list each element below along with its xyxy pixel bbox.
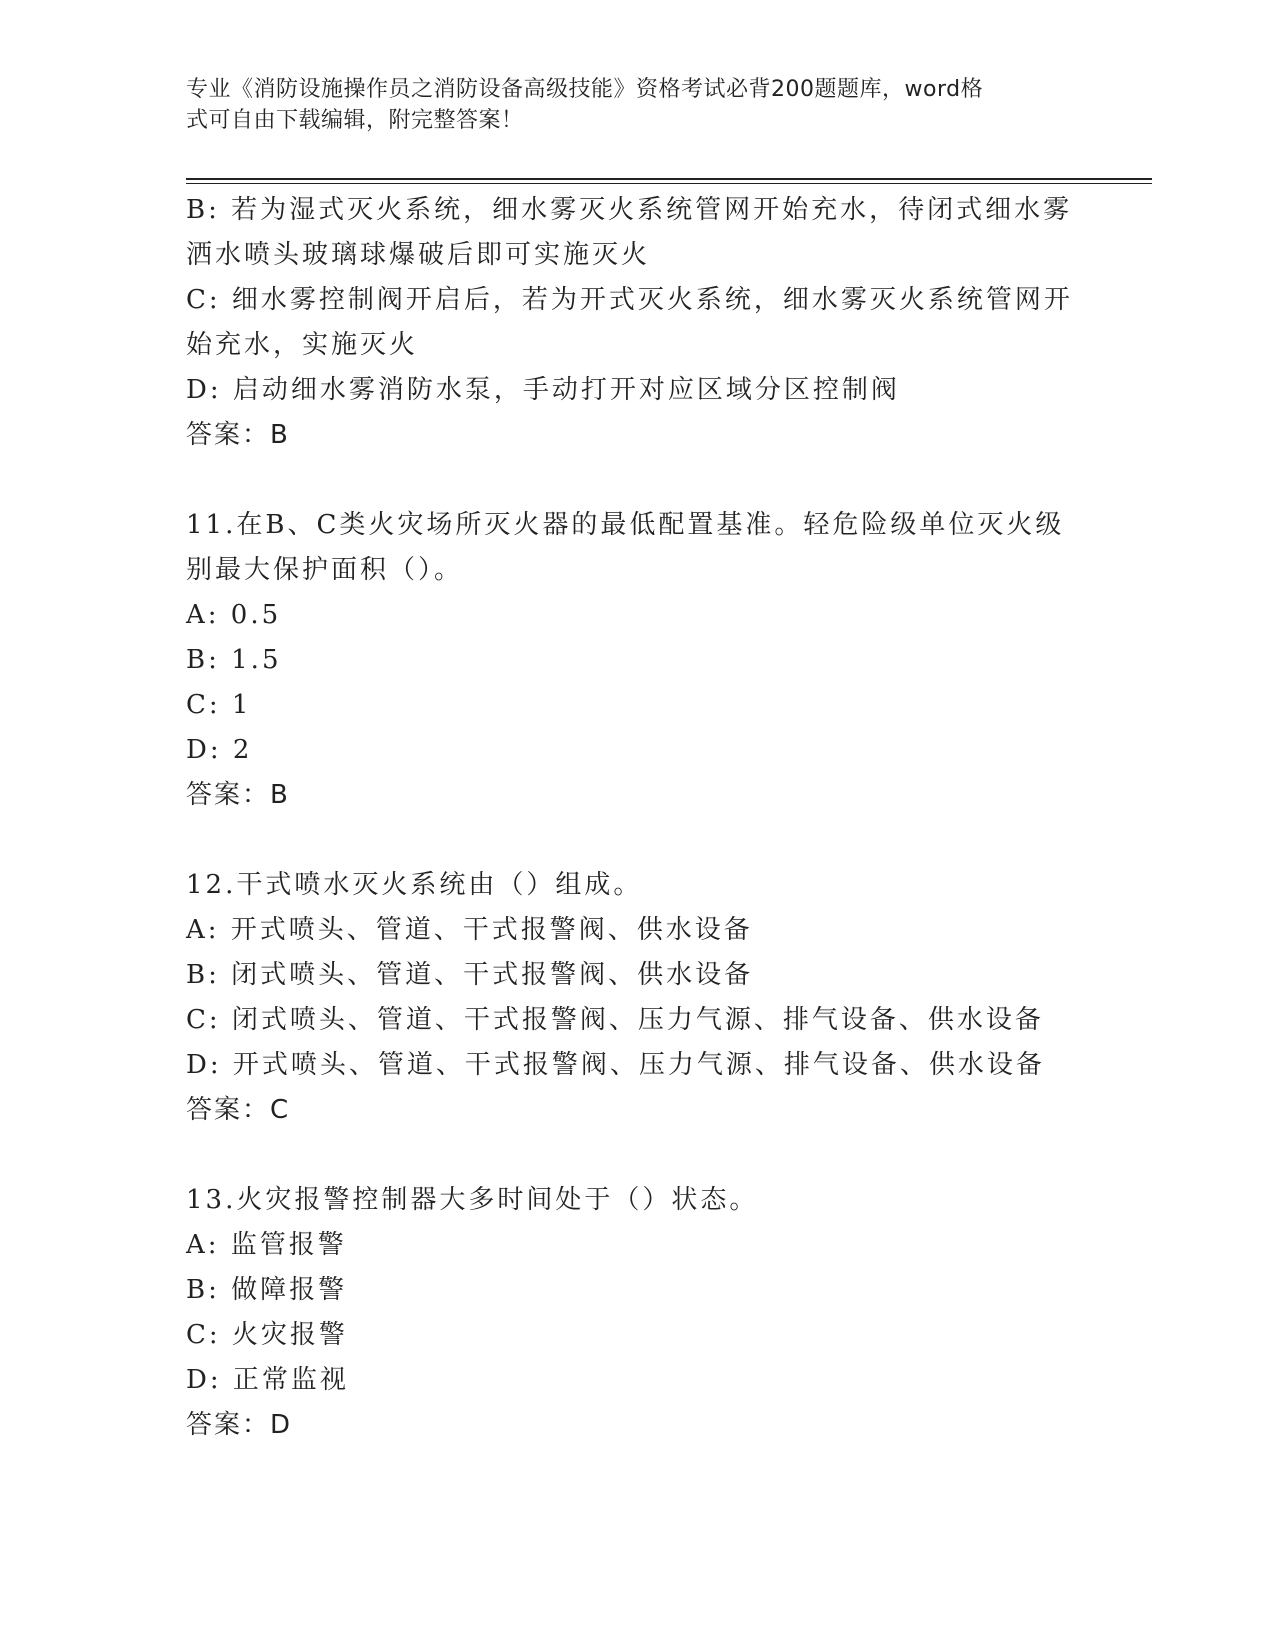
option-b: B: 闭式喷头、管道、干式报警阀、供水设备 — [186, 960, 754, 990]
option-d: D: 2 — [186, 735, 253, 765]
question-stem: 13.火灾报警控制器大多时间处于（）状态。 — [186, 1185, 759, 1215]
answer: 答案：B — [186, 780, 290, 810]
option-d: D: 启动细水雾消防水泵，手动打开对应区域分区控制阀 — [186, 375, 900, 405]
header-divider-thin — [186, 183, 1152, 184]
option-d: D: 正常监视 — [186, 1365, 349, 1395]
option-d: D: 开式喷头、管道、干式报警阀、压力气源、排气设备、供水设备 — [186, 1050, 1045, 1080]
question-content — [186, 188, 1086, 1448]
option-b: B: 1.5 — [186, 645, 282, 675]
option-b-line-1: B: 若为湿式灭火系统，细水雾灭火系统管网开始充水，待闭式细水雾 — [186, 195, 1073, 225]
question-stem-line-2: 别最大保护面积（）。 — [186, 555, 464, 585]
question-12 — [186, 863, 1086, 1133]
option-c: C: 闭式喷头、管道、干式报警阀、压力气源、排气设备、供水设备 — [186, 1005, 1044, 1035]
question-10-continued — [186, 188, 1086, 458]
question-stem: 12.干式喷水灭火系统由（）组成。 — [186, 870, 643, 900]
spacer — [186, 458, 1086, 503]
option-b: B: 做障报警 — [186, 1275, 348, 1305]
option-c-line-2: 始充水，实施灭火 — [186, 330, 419, 360]
header-line-1: 专业《消防设施操作员之消防设备高级技能》资格考试必背200题题库，word格 — [186, 77, 984, 102]
question-13 — [186, 1178, 1086, 1448]
question-stem-line-1: 11.在B、C类火灾场所灭火器的最低配置基准。轻危险级单位灭火级 — [186, 510, 1065, 540]
option-c: C: 1 — [186, 690, 252, 720]
answer: 答案：B — [186, 420, 290, 450]
answer: 答案：C — [186, 1095, 291, 1125]
header-divider-thick — [186, 178, 1152, 180]
option-a: A: 监管报警 — [186, 1230, 347, 1260]
option-a: A: 开式喷头、管道、干式报警阀、供水设备 — [186, 915, 753, 945]
answer: 答案：D — [186, 1410, 293, 1440]
document-header — [186, 74, 1066, 136]
option-c: C: 火灾报警 — [186, 1320, 348, 1350]
question-11 — [186, 503, 1086, 818]
header-line-2: 式可自由下载编辑，附完整答案！ — [186, 108, 524, 133]
option-a: A: 0.5 — [186, 600, 282, 630]
option-c-line-1: C: 细水雾控制阀开启后，若为开式灭火系统，细水雾灭火系统管网开 — [186, 285, 1073, 315]
spacer — [186, 1133, 1086, 1178]
spacer — [186, 818, 1086, 863]
option-b-line-2: 洒水喷头玻璃球爆破后即可实施灭火 — [186, 240, 651, 270]
